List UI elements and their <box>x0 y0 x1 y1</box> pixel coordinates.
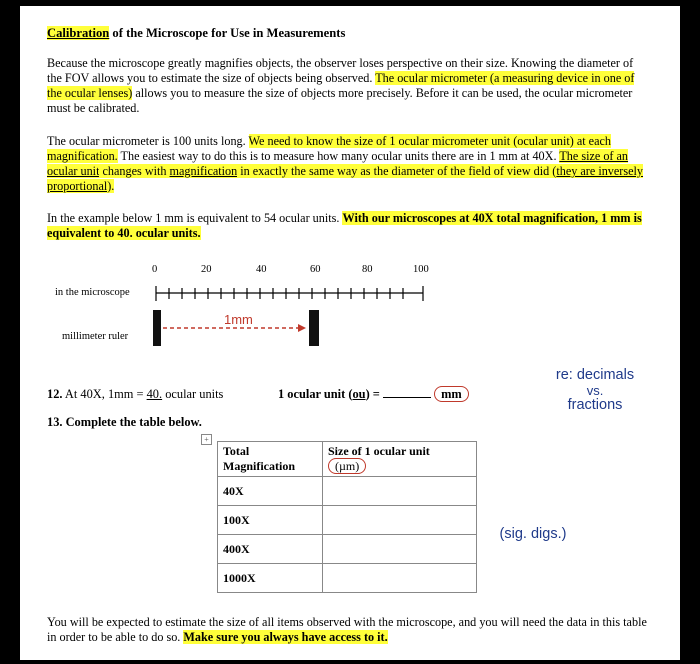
table-row: 100X <box>218 506 477 535</box>
paragraph-ocular-unit: The ocular micrometer is 100 units long. We need to know the size of 1 ocular micrometer unit (ocular unit) at each magnification. The easiest way to do this is to measure how many ocular units there are in 1 mm at 40X. The size of an ocular unit changes with magnification in exactly the same way as the diameter of the field of view did (they are inversely proportional). <box>47 134 643 193</box>
table-handle-icon[interactable]: + <box>201 434 212 445</box>
paragraph-fov: Because the microscope greatly magnifies objects, the observer loses perspective on their size. Knowing the diameter of the FOV allows you to estimate the size of objects being observed. The ocular micrometer (a measuring device in one of the ocular lenses) allows you to measure the size of objects more precisely. Before it can be used, the ocular micrometer must be calibrated. <box>47 56 635 115</box>
answer-cell[interactable] <box>323 564 477 593</box>
scale-graphic <box>140 274 440 354</box>
table-row: 1000X <box>218 564 477 593</box>
question-13: 13. Complete the table below. <box>47 415 202 429</box>
tick-label: 100 <box>413 264 429 275</box>
table-row: 40X <box>218 477 477 506</box>
footer-paragraph: You will be expected to estimate the size of all items observed with the microscope, and you will need the data in this table in order to be able to do so. Make sure you always have access to it. <box>47 615 647 644</box>
header-size: Size of 1 ocular unit (µm) <box>323 442 477 477</box>
mm-label: 1mm <box>224 312 253 327</box>
tick-label: 20 <box>201 264 212 275</box>
ou-answer-blank[interactable] <box>383 397 431 398</box>
table-row: 400X <box>218 535 477 564</box>
paragraph-example: In the example below 1 mm is equivalent to 54 ocular units. With our microscopes at 40X total magnification, 1 mm is equivalent to 40. ocular units. <box>47 211 642 240</box>
question-12-ou: 1 ocular unit (ou) = mm <box>278 387 469 402</box>
question-12: 12. At 40X, 1mm = 40. ocular units <box>47 387 224 401</box>
note-sig-digs: (sig. digs.) <box>499 526 567 542</box>
header-total-magnification: Total Magnification <box>218 442 323 477</box>
answer-cell[interactable] <box>323 535 477 564</box>
worksheet-page <box>20 6 680 660</box>
note-decimals: re: decimals vs. fractions <box>555 367 635 413</box>
page-title: Calibration of the Microscope for Use in Measurements <box>47 26 346 40</box>
microscope-label: in the microscope <box>55 287 130 298</box>
answer-cell[interactable] <box>323 506 477 535</box>
table-header-row <box>218 442 477 477</box>
q12-answer: 40. <box>146 387 163 401</box>
unit-mm: mm <box>434 386 469 402</box>
calibration-table <box>217 441 477 593</box>
ruler-label: millimeter ruler <box>62 331 129 342</box>
tick-label: 60 <box>310 264 321 275</box>
tick-label: 80 <box>362 264 373 275</box>
answer-cell[interactable] <box>323 477 477 506</box>
tick-label: 40 <box>256 264 267 275</box>
tick-label: 0 <box>152 264 158 275</box>
